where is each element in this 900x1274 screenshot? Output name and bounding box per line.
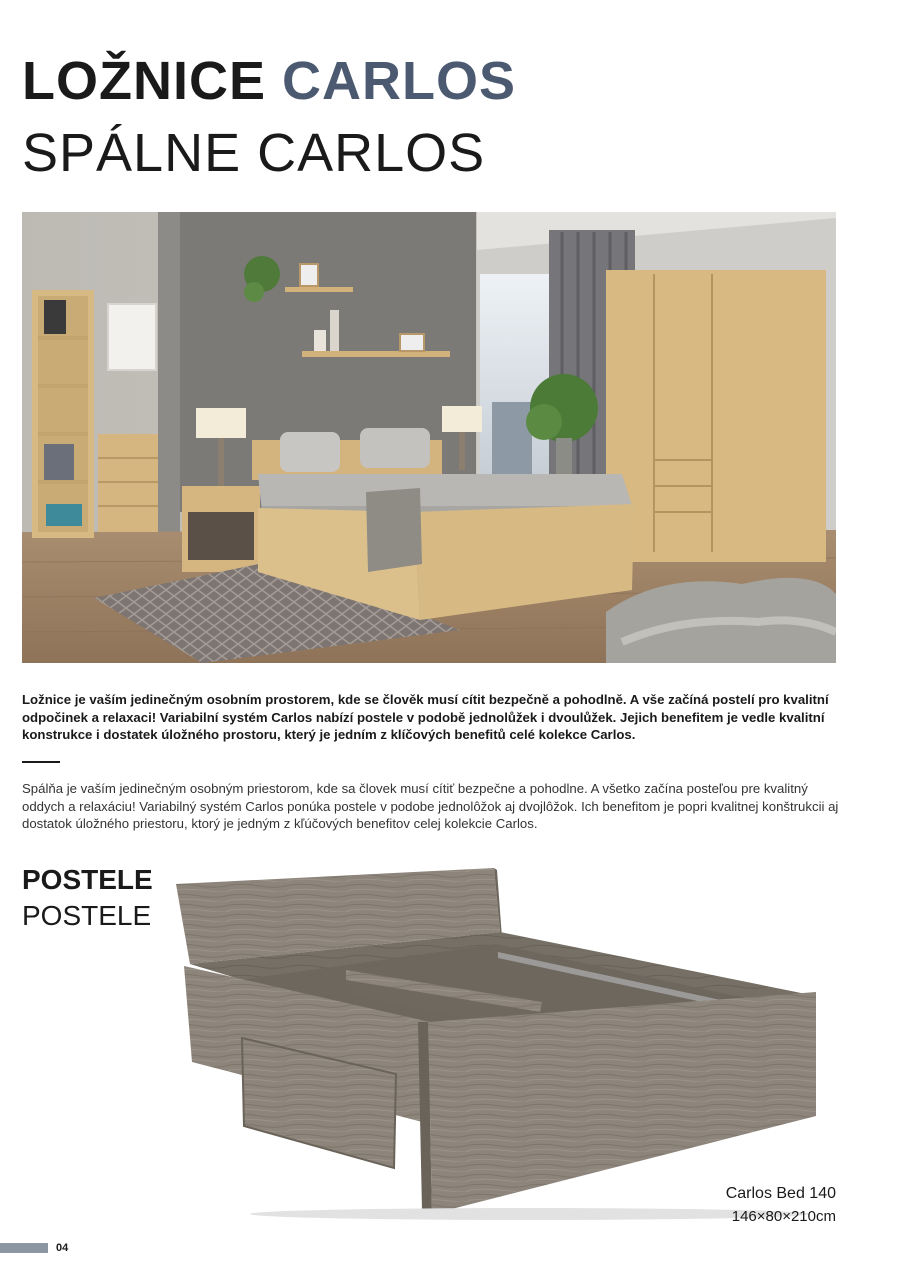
section-title-cz: POSTELE bbox=[22, 864, 153, 895]
product-name: Carlos Bed 140 bbox=[725, 1185, 836, 1202]
section-title-sk: POSTELE bbox=[22, 900, 152, 931]
title-sk-prefix: SPÁLNE bbox=[22, 123, 242, 183]
intro-paragraph-cz: Ložnice je vaším jedinečným osobním prostorem, kde se člověk musí cítit bezpečně a pohodlně. A vše začíná postelí pro kvalitní odpočinek a relaxaci! Variabilní systém Carlos nabízí postele v podobě jednolůžek i dvoulůžek. Jejich benefitem je vedle kvalitní konstrukce i dostatek úložného prostoru, který je jedním z klíčových benefitů celé kolekce Carlos. bbox=[22, 692, 829, 742]
title-sk-suffix: CARLOS bbox=[257, 123, 486, 183]
intro-paragraph-sk: Spálňa je vaším jedinečným osobným priestorom, kde sa človek musí cítiť bezpečne a pohodlne. A všetko začína posteľou pre kvalitný oddych a relaxáciu! Variabilný systém Carlos ponúka postele v podobe jednolôžok aj dvojlôžok. Ich benefitom je popri kvalitnej konštrukcii aj dostatok úložného priestoru, ktorý je jedným z kľúčových benefitov celej kolekcie Carlos. bbox=[22, 781, 839, 831]
title-cz-prefix: LOŽNICE bbox=[22, 51, 266, 111]
page-number: 04 bbox=[56, 1242, 69, 1254]
page-title-sk bbox=[22, 122, 485, 184]
page-title-cz bbox=[22, 50, 516, 112]
product-dimensions: 146×80×210cm bbox=[731, 1208, 836, 1225]
bedroom-hero-photo bbox=[22, 212, 836, 663]
page-number-bar bbox=[0, 1243, 48, 1253]
divider bbox=[22, 761, 60, 763]
title-cz-accent: CARLOS bbox=[282, 51, 517, 111]
carlos-bed-product-image bbox=[170, 862, 820, 1222]
